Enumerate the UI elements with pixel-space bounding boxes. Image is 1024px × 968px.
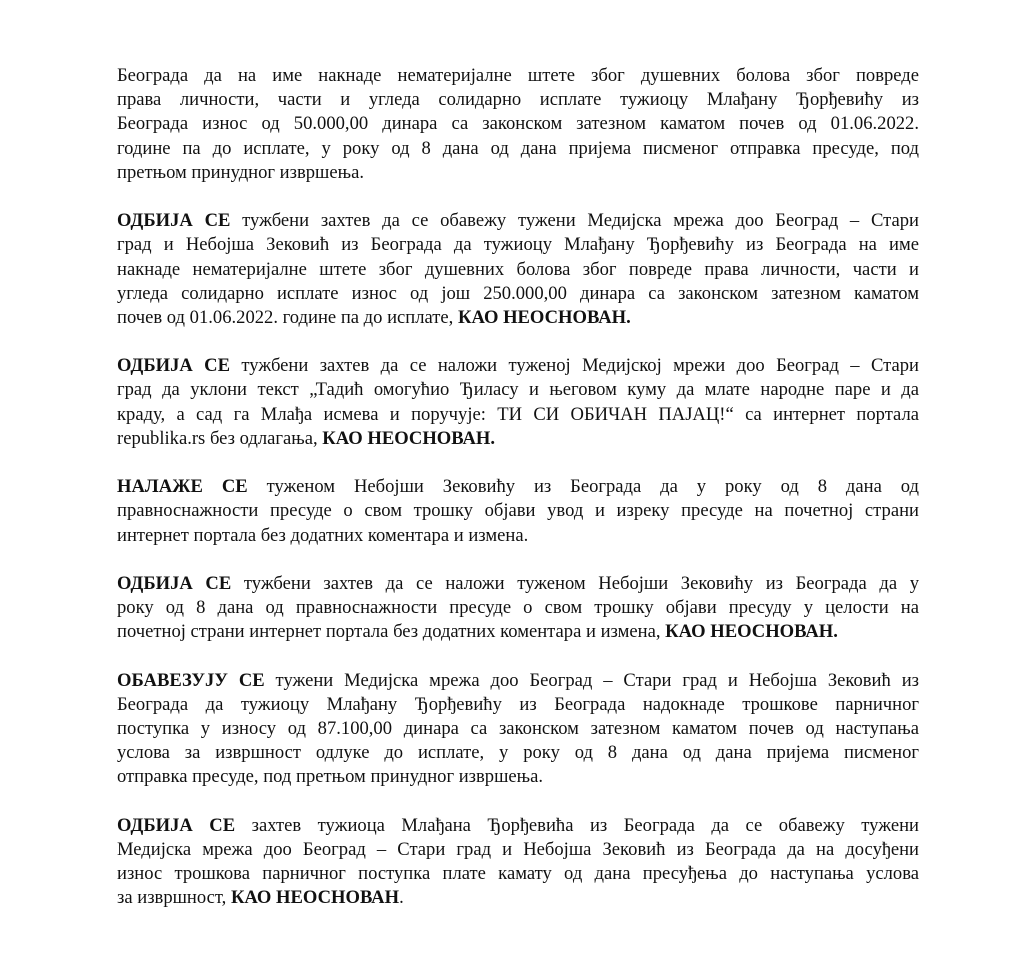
ruling-keyword: ОДБИЈА СЕ bbox=[117, 572, 232, 594]
line-text: Београда да на име накнаде нематеријалне штете због душевних болова због повреде bbox=[117, 65, 919, 86]
line-text: почев од 01.06.2022. године па до исплате, bbox=[117, 306, 458, 328]
paragraph-line bbox=[117, 112, 919, 136]
line-text: туженом Небојши Зековићу из Београда да у року од 8 дана од bbox=[247, 476, 919, 498]
line-text: почетној страни интернет портала без додатних коментара и измена, bbox=[117, 621, 666, 643]
ruling-keyword: ОДБИЈА СЕ bbox=[117, 814, 236, 836]
line-text: поступка у износу од 87.100,00 динара са законском затезном каматом почев од наступања bbox=[117, 718, 919, 740]
line-text: угледа солидарно исплате износ од још 250.000,00 динара са законском затезном каматом bbox=[117, 282, 919, 304]
paragraph-p7 bbox=[117, 814, 919, 911]
paragraph-line bbox=[117, 524, 919, 548]
line-text: року од 8 дана од правноснажности пресуде о свом трошку објави пресуду у целости на bbox=[117, 597, 919, 619]
paragraph-p6 bbox=[117, 669, 919, 790]
verdict-text: КАО НЕОСНОВАН bbox=[230, 887, 400, 909]
paragraph-line bbox=[117, 306, 919, 330]
paragraph-line bbox=[117, 620, 919, 644]
paragraph-line bbox=[117, 378, 919, 402]
paragraph-line bbox=[117, 161, 919, 185]
line-text: тужбени захтев да се наложи туженој Медијској мрежи доо Београд – Стари bbox=[230, 355, 919, 377]
paragraph-line bbox=[117, 572, 919, 596]
paragraph-line bbox=[117, 233, 919, 257]
line-text: Београда да тужиоцу Млађану Ђорђевићу из Београда надокнаде трошкове парничног bbox=[117, 693, 919, 715]
paragraph-line bbox=[117, 282, 919, 306]
paragraph-line bbox=[117, 765, 919, 789]
paragraph-p1 bbox=[117, 64, 919, 185]
paragraph-line bbox=[117, 862, 919, 886]
line-text: накнаде нематеријалне штете због душевних болова због повреде права личности, части и bbox=[117, 258, 919, 280]
line-text: године па до исплате, у року од 8 дана од дана пријема писменог отправка пресуде, под bbox=[117, 137, 919, 159]
line-text: тужбени захтев да се наложи туженом Небојши Зековићу из Београда да у bbox=[231, 572, 919, 594]
line-text: интернет портала без додатних коментара и измена. bbox=[117, 524, 529, 546]
line-text: захтев тужиоца Млађана Ђорђевића из Београда да се обавежу тужени bbox=[235, 814, 919, 836]
ruling-keyword: ОДБИЈА СЕ bbox=[117, 355, 231, 377]
paragraph-line bbox=[117, 886, 919, 910]
paragraph-line bbox=[117, 427, 919, 451]
ruling-keyword: ОБАВЕЗУЈУ СЕ bbox=[117, 669, 265, 691]
line-text: краду, а сад га Млађа исмева и поручује: ТИ СИ ОБИЧАН ПАЈАЦ!“ са интернет портала bbox=[117, 403, 919, 425]
paragraph-line bbox=[117, 499, 919, 523]
paragraph-line bbox=[117, 209, 919, 233]
paragraph-line bbox=[117, 693, 919, 717]
paragraph-p5 bbox=[117, 572, 919, 645]
paragraph-line bbox=[117, 596, 919, 620]
line-text: град и Небојша Зековић из Београда да тужиоцу Млађану Ђорђевићу из Београда на име bbox=[117, 234, 919, 256]
line-text: тужени Медијска мрежа доо Београд – Стари град и Небојша Зековић из bbox=[264, 669, 920, 691]
paragraph-line bbox=[117, 741, 919, 765]
line-punctuation: . bbox=[399, 887, 404, 909]
paragraph-line bbox=[117, 669, 919, 693]
line-text: тужбени захтев да се обавежу тужени Медијска мрежа доо Београд – Стари bbox=[230, 210, 919, 232]
ruling-keyword: ОДБИЈА СЕ bbox=[117, 210, 231, 232]
line-text: услова за извршност одлуке до исплате, у року од 8 дана од дана пријема писменог bbox=[117, 742, 919, 764]
verdict-text: КАО НЕОСНОВАН. bbox=[457, 306, 631, 328]
document-page bbox=[117, 64, 919, 935]
line-text: Медијска мрежа доо Београд – Стари град и Небојша Зековић из Београда да на досуђени bbox=[117, 839, 919, 860]
line-text: износ трошкова парничног поступка плате камату од дана пресуђења до наступања услова bbox=[117, 863, 919, 885]
line-text: права личности, части и угледа солидарно исплате тужиоцу Млађану Ђорђевићу из bbox=[117, 89, 919, 111]
paragraph-line bbox=[117, 717, 919, 741]
paragraph-p3 bbox=[117, 354, 919, 451]
paragraph-line bbox=[117, 838, 919, 862]
line-text: за извршност, bbox=[117, 887, 231, 909]
verdict-text: КАО НЕОСНОВАН. bbox=[665, 621, 838, 643]
paragraph-line bbox=[117, 814, 919, 838]
line-text: претњом принудног извршења. bbox=[117, 161, 364, 183]
paragraph-line bbox=[117, 88, 919, 112]
paragraph-p2 bbox=[117, 209, 919, 330]
line-text: republika.rs без одлагања, bbox=[117, 427, 323, 449]
ruling-keyword: НАЛАЖЕ СЕ bbox=[117, 476, 248, 498]
line-text: град да уклони текст „Тадић омогућио Ђиласу и његовом куму да млате народне паре и да bbox=[117, 379, 919, 401]
line-text: Београда износ од 50.000,00 динара са законском затезном каматом почев од 01.06.2022. bbox=[117, 113, 919, 135]
paragraph-p4 bbox=[117, 475, 919, 548]
paragraph-line bbox=[117, 403, 919, 427]
paragraph-line bbox=[117, 137, 919, 161]
paragraph-line bbox=[117, 354, 919, 378]
line-text: правноснажности пресуде о свом трошку објави увод и изреку пресуде на почетној страни bbox=[117, 500, 919, 522]
line-text: отправка пресуде, под претњом принудног извршења. bbox=[117, 766, 544, 788]
paragraph-line bbox=[117, 258, 919, 282]
paragraph-line bbox=[117, 475, 919, 499]
verdict-text: КАО НЕОСНОВАН. bbox=[322, 427, 496, 449]
paragraph-line bbox=[117, 64, 919, 88]
